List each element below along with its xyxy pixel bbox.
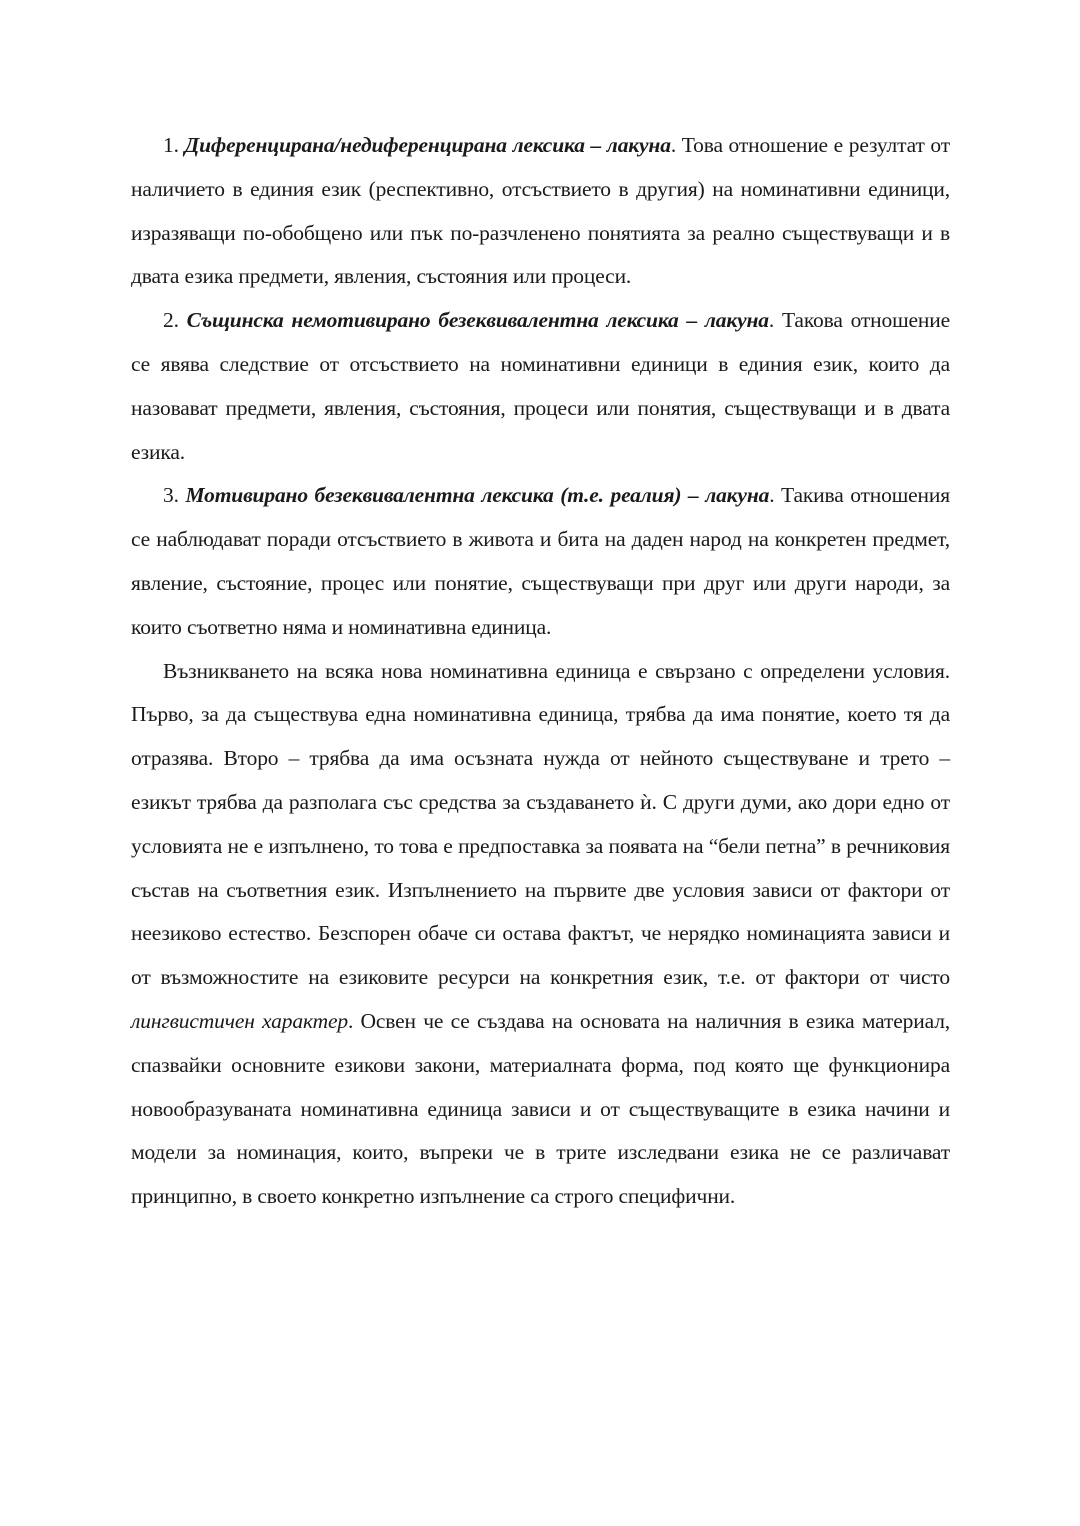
paragraph-emphasis: лингвистичен характер (131, 1008, 348, 1033)
item-number: 3. (163, 483, 179, 508)
item-text: . Това отношение е резултат от наличието в единия език (респективно, отсъствието в другия) на номинативни единици, изразяващи по-обобщено или пък по-разчленено понятията за реално съществуващи и в двата езика предмети, явления, състояния или процеси. (131, 133, 950, 289)
list-item-3 (131, 474, 950, 649)
paragraph-text-start: Възникването на всяка нова номинативна единица е свързано с определени условия. Първо, за да съществува една номинативна единица, трябва да има понятие, което тя да отразява. Второ – трябва да има осъзната нужда от нейното съществуване и трето – езикът трябва да разполага със средства за създаването ѝ. С други думи, ако дори едно от условията не е изпълнено, то това е предпоставка за появата на “бели петна” в речниковия състав на съответния език. Изпълнението на първите две условия зависи от фактори от неезиково естество. Безспорен обаче си остава фактът, че нерядко номинацията зависи и от възможностите на езиковите ресурси на конкретния език, т.е. от фактори от чисто (131, 658, 950, 990)
list-item-2 (131, 299, 950, 474)
body-paragraph (131, 650, 950, 1219)
item-text: . Такова отношение се явява следствие от отсъствието на номинативни единици в единия език, които да назовават предмети, явления, състояния, процеси или понятия, съществуващи и в двата езика. (131, 308, 950, 464)
list-item-1 (131, 124, 950, 299)
item-number: 1. (163, 133, 179, 157)
item-term: Мотивирано безеквивалентна лексика (т.е. реалия) – лакуна (185, 483, 770, 508)
item-term: Същинска немотивирано безеквивалентна лексика – лакуна (186, 308, 769, 333)
item-term: Диференцирана/недиференцирана лексика – лакуна (184, 133, 671, 157)
paragraph-text-end: . Освен че се създава на основата на наличния в езика материал, спазвайки основните езикови закони, материалната форма, под която ще функционира новообразуваната номинативна единица зависи и от съществуващите в езика начини и модели за номинация, които, въпреки че в трите изследвани езика не се различават принципно, в своето конкретно изпълнение са строго специфични. (131, 1008, 950, 1209)
document-page (131, 124, 950, 1219)
item-text: . Такива отношения се наблюдават поради отсъствието в живота и бита на даден народ на конкретен предмет, явление, състояние, процес или понятие, съществуващи при друг или други народи, за които съответно няма и номинативна единица. (131, 483, 951, 639)
item-number: 2. (163, 308, 179, 333)
